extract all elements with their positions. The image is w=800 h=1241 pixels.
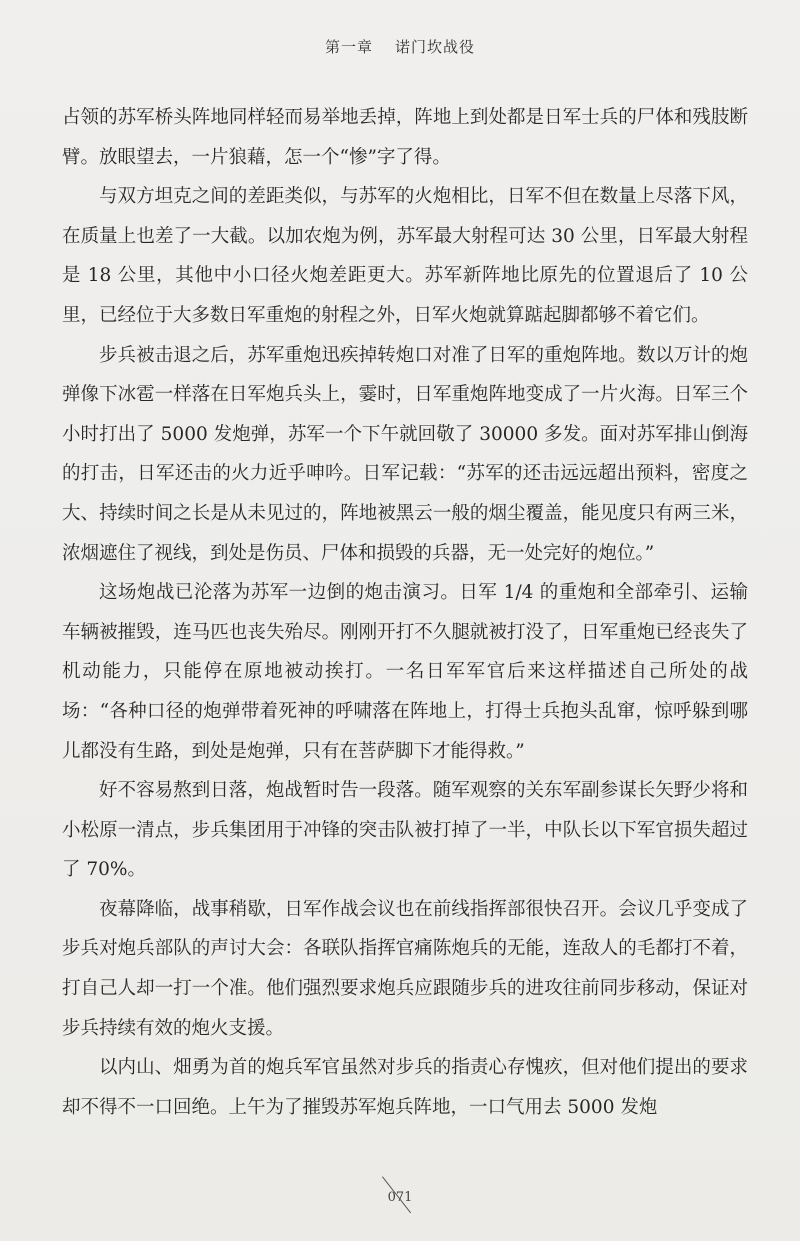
paragraph: 夜幕降临，战事稍歇，日军作战会议也在前线指挥部很快召开。会议几乎变成了步兵对炮兵部队的声讨大会：各联队指挥官痛陈炮兵的无能，连敌人的毛都打不着，打自己人却一打一个准。他们强烈要求炮兵应跟随步兵的进攻往前同步移动，保证对步兵持续有效的炮火支援。 <box>62 898 748 1039</box>
chapter-title: 诺门坎战役 <box>395 38 476 56</box>
paragraph: 步兵被击退之后，苏军重炮迅疾掉转炮口对准了日军的重炮阵地。数以万计的炮弹像下冰雹一样落在日军炮兵头上，霎时，日军重炮阵地变成了一片火海。日军三个小时打出了 5000 发炮弹，苏军一个下午就回敬了 30000 多发。面对苏军排山倒海的打击，日军还击的火力近乎呻吟。日军记载：“苏军的还击远远超出预料，密度之大、持续时间之长是从未见过的，阵地被黑云一般的烟尘覆盖，能见度只有两三米，浓烟遮住了视线，到处是伤员、尸体和损毁的兵器，无一处完好的炮位。” <box>62 344 748 564</box>
paragraph: 占领的苏军桥头阵地同样轻而易举地丢掉，阵地上到处都是日军士兵的尸体和残肢断臂。放眼望去，一片狼藉，怎一个“惨”字了得。 <box>62 107 748 168</box>
body-text <box>62 98 748 1127</box>
paragraph: 与双方坦克之间的差距类似，与苏军的火炮相比，日军不但在数量上尽落下风，在质量上也差了一大截。以加农炮为例，苏军最大射程可达 30 公里，日军最大射程是 18 公里，其他中小口径火炮差距更大。苏军新阵地比原先的位置退后了 10 公里，已经位于大多数日军重炮的射程之外，日军火炮就算踮起脚都够不着它们。 <box>62 186 748 326</box>
paragraph: 这场炮战已沦落为苏军一边倒的炮击演习。日军 1/4 的重炮和全部牵引、运输车辆被摧毁，连马匹也丧失殆尽。刚刚开打不久腿就被打没了，日军重炮已经丧失了机动能力，只能停在原地被动挨打。一名日军军官后来这样描述自己所处的战场：“各种口径的炮弹带着死神的呼啸落在阵地上，打得士兵抱头乱窜，惊呼躲到哪儿都没有生路，到处是炮弹，只有在菩萨脚下才能得救。” <box>62 582 748 762</box>
chapter-number: 第一章 <box>324 38 373 56</box>
paragraph: 以内山、畑勇为首的炮兵军官虽然对步兵的指责心存愧疚，但对他们提出的要求却不得不一口回绝。上午为了摧毁苏军炮兵阵地，一口气用去 5000 发炮 <box>62 1057 748 1118</box>
running-header <box>0 36 800 57</box>
page-number: 071 <box>387 1190 413 1205</box>
paragraph: 好不容易熬到日落，炮战暂时告一段落。随军观察的关东军副参谋长矢野少将和小松原一清点，步兵集团用于冲锋的突击队被打掉了一半，中队长以下军官损失超过了 70%。 <box>62 780 748 881</box>
